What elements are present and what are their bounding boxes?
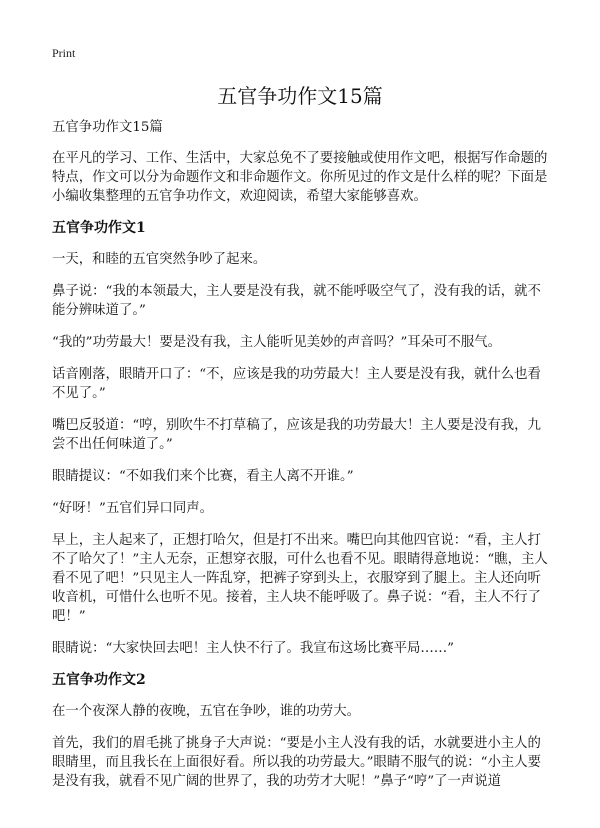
document-body xyxy=(52,118,548,804)
paragraph: “好呀！”五官们异口同声。 xyxy=(52,501,213,516)
section-heading: 五官争功作文1 xyxy=(52,220,146,236)
print-link[interactable]: Print xyxy=(52,46,76,60)
paragraph: 眼睛提议：“不如我们来个比赛，看主人离不开谁。” xyxy=(52,469,354,484)
intro-paragraph: 在平凡的学习、工作、生活中，大家总免不了要接触或使用作文吧，根据写作命题的特点，作文可以分为命题作文和非命题作文。你所见过的作文是什么样的呢？下面是小编收集整理的五官争功作文，欢迎阅读，希望大家能够喜欢。 xyxy=(52,151,548,204)
section-heading: 五官争功作文2 xyxy=(52,672,146,688)
paragraph: 在一个夜深人静的夜晚，五官在争吵，谁的功劳大。 xyxy=(52,704,360,719)
page-title: 五官争功作文15篇 xyxy=(217,84,383,108)
document-subtitle: 五官争功作文15篇 xyxy=(52,120,163,135)
paragraph: 早上，主人起来了，正想打哈欠，但是打不出来。嘴巴向其他四官说：“看，主人打不了哈欠了！”主人无奈，正想穿衣服，可什么也看不见。眼睛得意地说：“瞧，主人看不见了吧！”只见主人一阵乱穿，把裤子穿到头上，衣服穿到了腿上。主人还向听收音机，可惜什么也听不见。接着，主人块不能呼吸了。鼻子说：“看，主人不行了吧！” xyxy=(52,533,548,624)
paragraph: 鼻子说：“我的本领最大，主人要是没有我，就不能呼吸空气了，没有我的话，就不能分辨味道了。” xyxy=(52,284,541,318)
paragraph: 眼睛说：“大家快回去吧！主人快不行了。我宣布这场比赛平局……” xyxy=(52,641,455,656)
paragraph: “我的”功劳最大！要是没有我，主人能听见美妙的声音吗？”耳朵可不服气。 xyxy=(52,335,502,350)
paragraph: 话音刚落，眼睛开口了：“不，应该是我的功劳最大！主人要是没有我，就什么也看不见了。” xyxy=(52,367,541,401)
paragraph: 首先，我们的眉毛挑了挑身子大声说：“要是小主人没有我的话，水就要进小主人的眼睛里，而且我长在上面很好看。所以我的功劳最大。”眼睛不服气的说：“小主人要是没有我，就看不见广阔的世界了，我的功劳才大呢！”鼻子“哼”了一声说道 xyxy=(52,736,542,789)
paragraph: 一天，和睦的五官突然争吵了起来。 xyxy=(52,252,267,267)
paragraph: 嘴巴反驳道：“哼，别吹牛不打草稿了，应该是我的功劳最大！主人要是没有我，九尝不出任何味道了。” xyxy=(52,418,541,452)
